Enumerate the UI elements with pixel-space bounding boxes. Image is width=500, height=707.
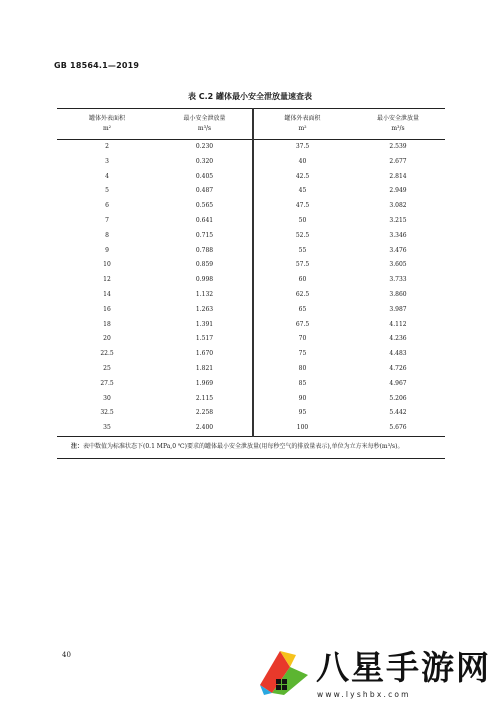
cell-area: 85 bbox=[298, 379, 307, 387]
cell-rate: 4.967 bbox=[389, 379, 407, 387]
cell-area: 52.5 bbox=[295, 231, 310, 239]
cell-rate: 0.641 bbox=[157, 214, 253, 229]
table-header-row bbox=[57, 109, 445, 140]
cell-rate: 0.405 bbox=[157, 170, 253, 185]
cell-rate: 3.082 bbox=[389, 202, 407, 210]
cell-area: 42.5 bbox=[295, 172, 310, 180]
cell-area: 7 bbox=[105, 216, 109, 224]
cell-area: 6 bbox=[105, 202, 109, 210]
cell-area: 18 bbox=[103, 320, 111, 328]
cell-rate: 2.677 bbox=[389, 157, 407, 165]
cell-rate: 2.949 bbox=[389, 187, 407, 195]
cell-rate: 4.483 bbox=[389, 350, 407, 358]
table-row bbox=[57, 377, 445, 392]
table-row bbox=[57, 347, 445, 362]
cell-area: 47.5 bbox=[295, 202, 310, 210]
cell-rate: 1.821 bbox=[157, 362, 253, 377]
cell-area: 70 bbox=[298, 335, 307, 343]
cell-rate: 3.476 bbox=[389, 246, 407, 254]
cell-rate: 3.346 bbox=[389, 231, 407, 239]
cell-rate: 3.605 bbox=[389, 261, 407, 269]
cell-rate: 4.112 bbox=[389, 320, 407, 328]
cell-area: 10 bbox=[103, 261, 111, 269]
cell-area: 80 bbox=[298, 364, 307, 372]
table-row bbox=[57, 155, 445, 170]
cell-area: 67.5 bbox=[295, 320, 310, 328]
standard-code: GB 18564.1—2019 bbox=[54, 61, 140, 70]
table-row bbox=[57, 318, 445, 333]
header-area: 罐体外表面积 m² bbox=[88, 115, 125, 132]
note-label: 注： bbox=[71, 442, 84, 450]
cell-rate: 2.258 bbox=[157, 406, 253, 421]
cell-area: 100 bbox=[296, 424, 309, 432]
cell-area: 3 bbox=[105, 157, 109, 165]
table-row bbox=[57, 258, 445, 273]
cell-area: 9 bbox=[105, 246, 109, 254]
header-area: 罐体外表面积 m² bbox=[284, 115, 321, 132]
table-note bbox=[57, 436, 445, 458]
cell-area: 2 bbox=[105, 143, 109, 150]
cell-area: 75 bbox=[298, 350, 307, 358]
table-row bbox=[57, 332, 445, 347]
cell-rate: 5.442 bbox=[389, 409, 407, 417]
header-rate: 最小安全泄放量 m³/s bbox=[157, 109, 253, 140]
cell-area: 62.5 bbox=[295, 290, 310, 298]
cell-rate: 4.726 bbox=[389, 364, 407, 372]
cell-area: 16 bbox=[103, 305, 111, 313]
cell-rate: 5.206 bbox=[389, 394, 407, 402]
cell-rate: 0.998 bbox=[157, 273, 253, 288]
cell-area: 25 bbox=[103, 364, 111, 372]
cell-area: 50 bbox=[298, 216, 307, 224]
cell-area: 4 bbox=[105, 172, 109, 180]
table-row bbox=[57, 184, 445, 199]
cell-area: 22.5 bbox=[100, 350, 114, 358]
watermark-logo-icon bbox=[250, 645, 312, 699]
cell-area: 65 bbox=[298, 305, 307, 313]
table-title: 表 C.2 罐体最小安全泄放量速查表 bbox=[187, 92, 313, 101]
cell-area: 20 bbox=[103, 335, 111, 343]
cell-area: 55 bbox=[298, 246, 307, 254]
cell-area: 35 bbox=[103, 424, 111, 432]
cell-rate: 5.676 bbox=[389, 424, 407, 432]
table-row bbox=[57, 170, 445, 185]
cell-rate: 1.670 bbox=[157, 347, 253, 362]
cell-area: 95 bbox=[298, 409, 307, 417]
cell-rate: 1.132 bbox=[157, 288, 253, 303]
cell-rate: 1.517 bbox=[157, 332, 253, 347]
cell-rate: 1.391 bbox=[157, 318, 253, 333]
table-row bbox=[57, 362, 445, 377]
cell-area: 37.5 bbox=[295, 143, 310, 150]
table-row bbox=[57, 288, 445, 303]
table-row bbox=[57, 199, 445, 214]
header-rate: 最小安全泄放量 m³/s bbox=[376, 115, 419, 132]
cell-rate: 2.539 bbox=[389, 143, 407, 150]
table-row bbox=[57, 244, 445, 259]
cell-area: 8 bbox=[105, 231, 109, 239]
cell-rate: 3.987 bbox=[389, 305, 407, 313]
cell-area: 30 bbox=[103, 394, 111, 402]
watermark-url: www.lyshbx.com bbox=[317, 690, 411, 699]
cell-rate: 0.230 bbox=[157, 140, 253, 155]
table-row bbox=[57, 229, 445, 244]
cell-rate: 0.565 bbox=[157, 199, 253, 214]
cell-rate: 4.236 bbox=[389, 335, 407, 343]
cell-rate: 2.814 bbox=[389, 172, 407, 180]
cell-area: 57.5 bbox=[295, 261, 310, 269]
cell-area: 14 bbox=[103, 290, 111, 298]
cell-area: 90 bbox=[298, 394, 307, 402]
table-row bbox=[57, 421, 445, 436]
cell-area: 60 bbox=[298, 276, 307, 284]
cell-rate: 3.733 bbox=[389, 276, 407, 284]
cell-rate: 0.487 bbox=[157, 184, 253, 199]
table-row bbox=[57, 140, 445, 155]
table-row bbox=[57, 303, 445, 318]
cell-rate: 0.320 bbox=[157, 155, 253, 170]
cell-rate: 3.215 bbox=[389, 216, 407, 224]
cell-area: 5 bbox=[105, 187, 109, 195]
cell-area: 45 bbox=[298, 187, 307, 195]
cell-area: 27.5 bbox=[100, 379, 114, 387]
table-row bbox=[57, 214, 445, 229]
table-row bbox=[57, 273, 445, 288]
note-text: 表中数值为标准状态下(0.1 MPa,0 ℃)要求的罐体最小安全泄放量(用每秒空气的排放量表示),单位为立方米每秒(m³/s)。 bbox=[83, 442, 404, 450]
cell-rate: 2.115 bbox=[157, 392, 253, 407]
lookup-table bbox=[57, 108, 445, 459]
cell-rate: 2.400 bbox=[157, 421, 253, 436]
cell-area: 12 bbox=[103, 276, 111, 284]
table-row bbox=[57, 406, 445, 421]
cell-rate: 0.715 bbox=[157, 229, 253, 244]
cell-area: 32.5 bbox=[100, 409, 114, 417]
watermark-name: 八星手游网 bbox=[316, 648, 491, 687]
table-row bbox=[57, 392, 445, 407]
page-number: 40 bbox=[62, 651, 71, 659]
cell-rate: 1.263 bbox=[157, 303, 253, 318]
cell-rate: 3.860 bbox=[389, 290, 407, 298]
cell-rate: 0.859 bbox=[157, 258, 253, 273]
cell-rate: 0.788 bbox=[157, 244, 253, 259]
cell-area: 40 bbox=[298, 157, 307, 165]
cell-rate: 1.969 bbox=[157, 377, 253, 392]
